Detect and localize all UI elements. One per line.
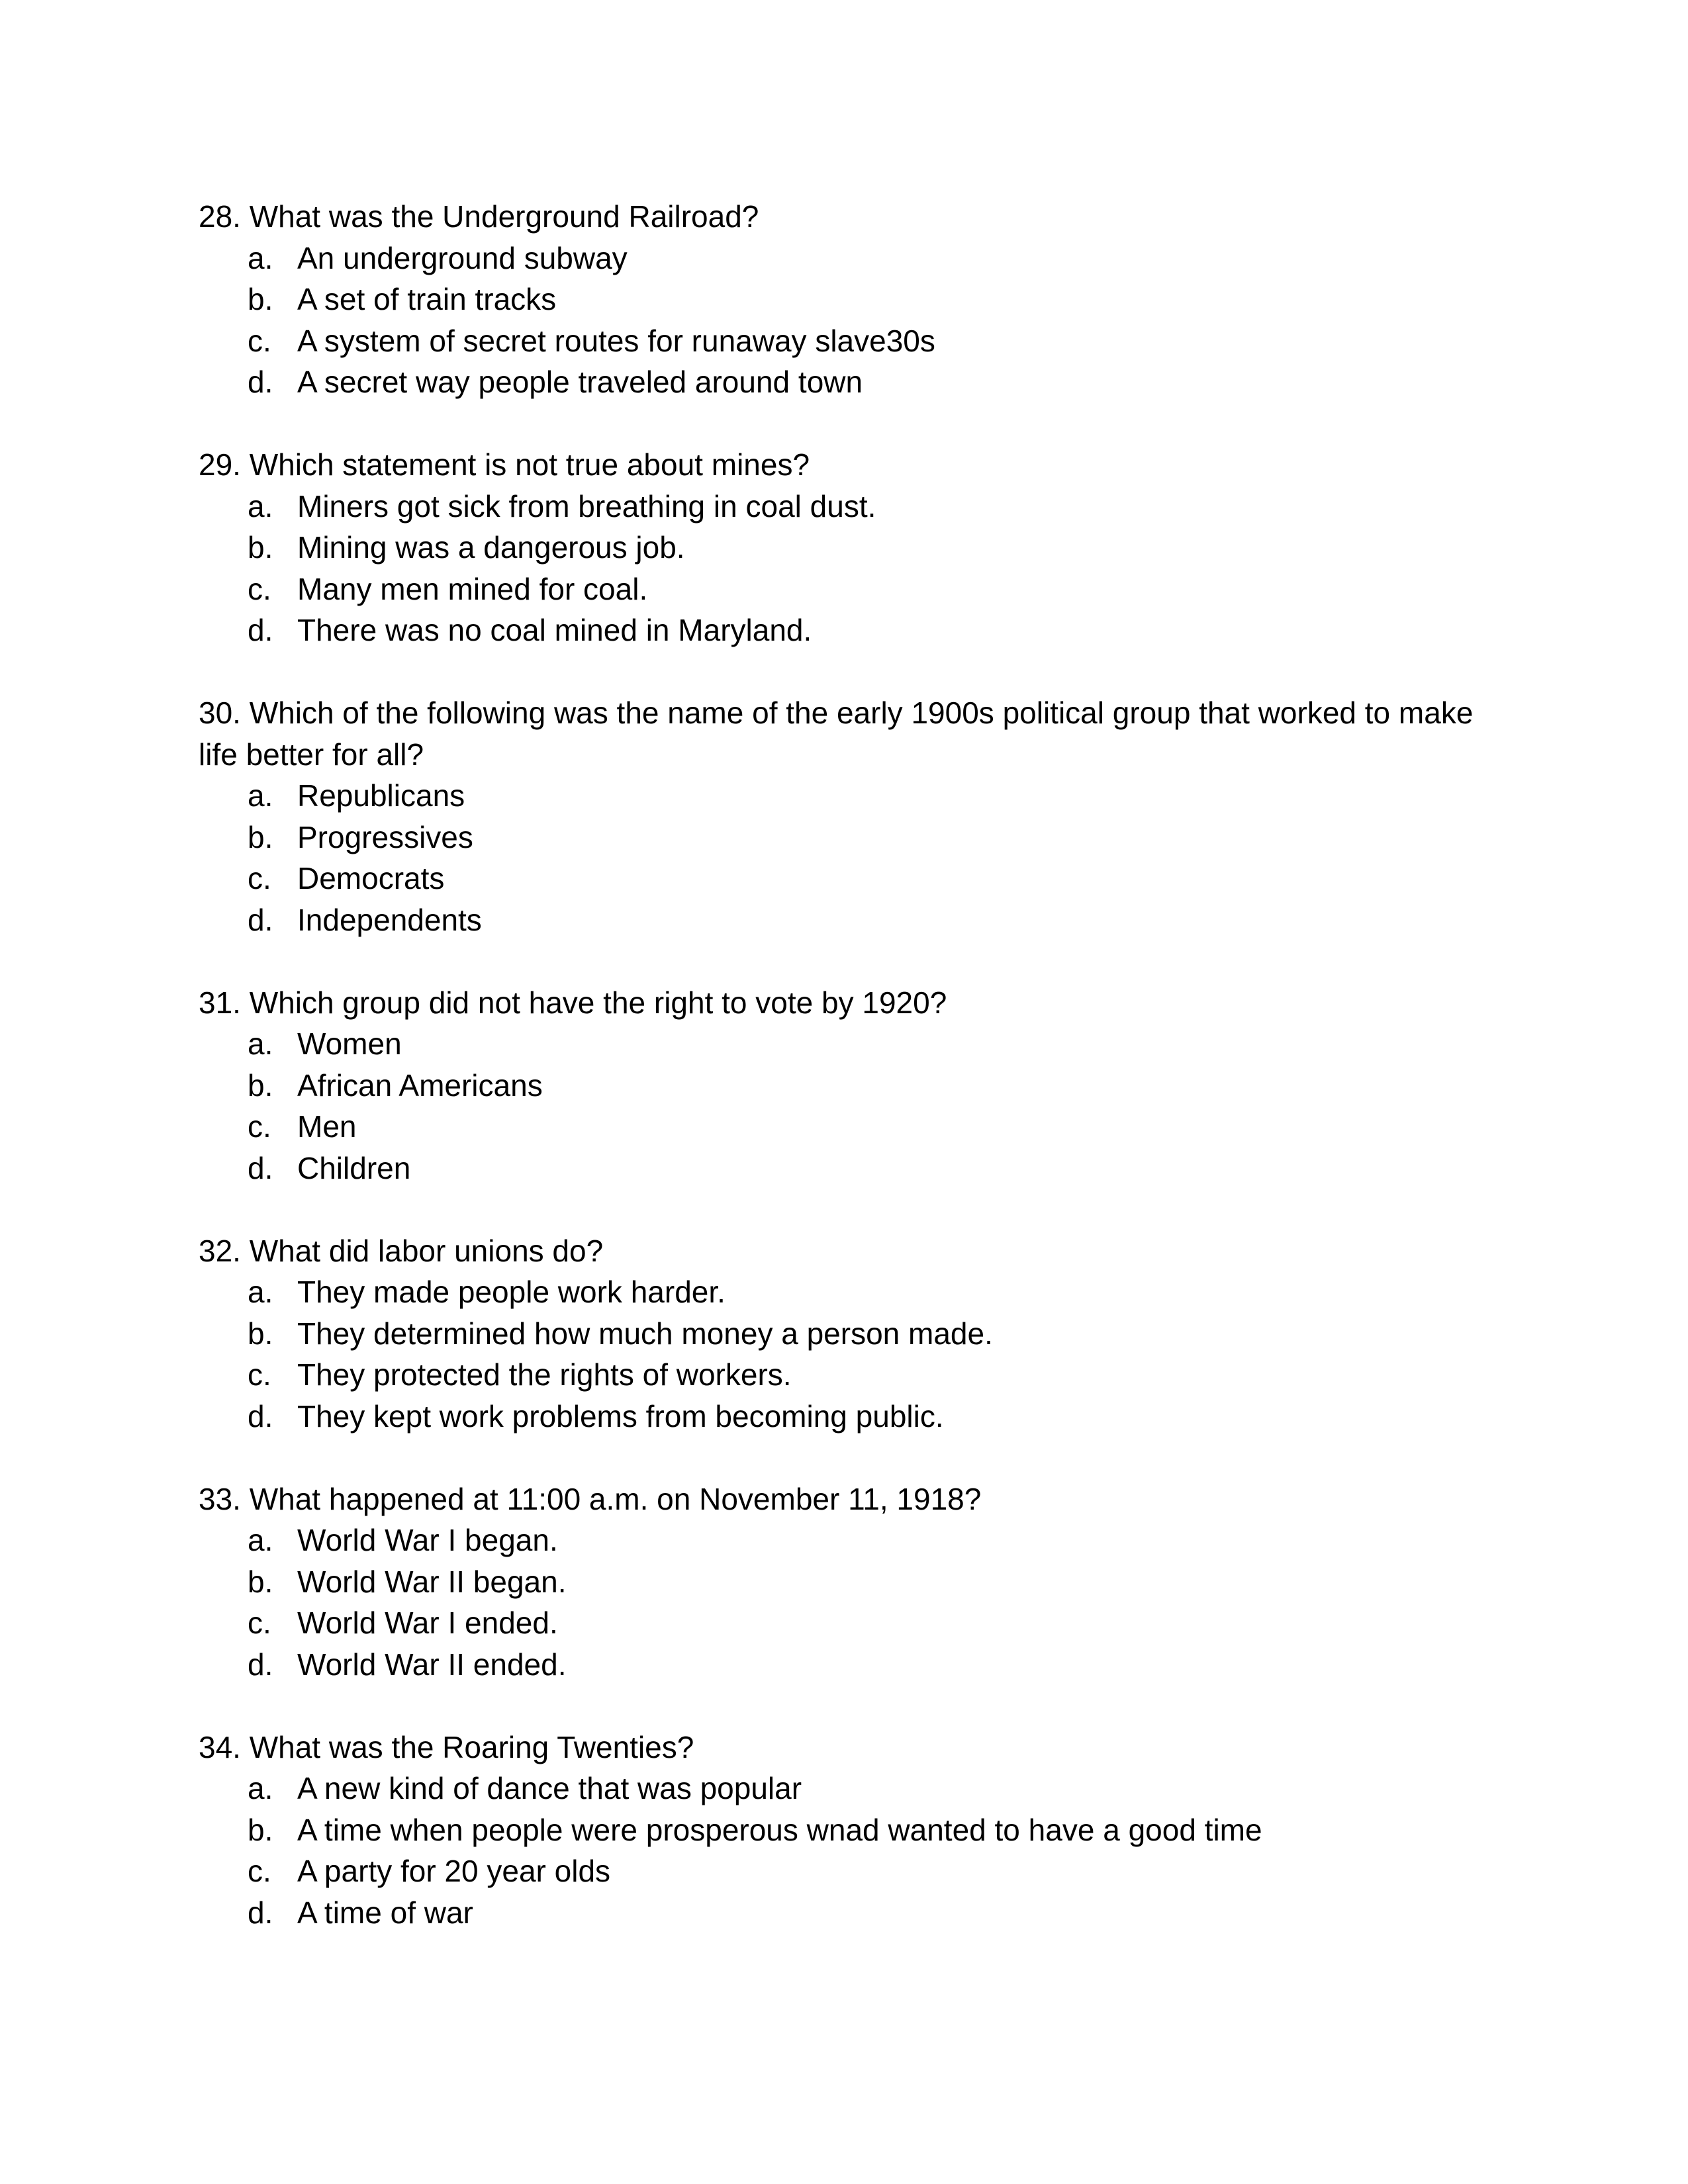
answer-option — [199, 1106, 1489, 1148]
answer-option — [199, 1271, 1489, 1313]
question-32 — [199, 1230, 1489, 1437]
option-letter: d. — [248, 1895, 273, 1930]
answer-option — [199, 569, 1489, 610]
question-text: 31. Which group did not have the right to vote by 1920? — [199, 985, 947, 1020]
answer-option — [199, 1892, 1489, 1934]
question-29 — [199, 444, 1489, 651]
option-text: A time when people were prosperous wnad wanted to have a good time — [297, 1812, 1262, 1847]
option-text: A new kind of dance that was popular — [297, 1771, 802, 1805]
question-30 — [199, 692, 1489, 940]
answer-option — [199, 1602, 1489, 1644]
question-text: 32. What did labor unions do? — [199, 1233, 604, 1268]
option-text: Progressives — [297, 819, 473, 854]
answer-option — [199, 1354, 1489, 1396]
answer-options — [199, 1023, 1489, 1189]
option-letter: b. — [248, 282, 273, 316]
answer-option — [199, 610, 1489, 651]
option-text: Miners got sick from breathing in coal dust. — [297, 488, 876, 523]
question-28 — [199, 196, 1489, 403]
question-text: 33. What happened at 11:00 a.m. on November 11, 1918? — [199, 1481, 982, 1516]
option-text: An underground subway — [297, 240, 628, 275]
option-letter: a. — [248, 488, 273, 523]
question-text: 28. What was the Underground Railroad? — [199, 199, 759, 234]
answer-option — [199, 1768, 1489, 1809]
option-text: They determined how much money a person made. — [297, 1316, 993, 1351]
option-text: Many men mined for coal. — [297, 571, 648, 606]
option-letter: c. — [248, 571, 271, 606]
option-letter: a. — [248, 1026, 273, 1061]
answer-option — [199, 1809, 1489, 1851]
question-text: 30. Which of the following was the name of the early 1900s political group that worked to make life better for all? — [199, 696, 1474, 772]
answer-option — [199, 320, 1489, 362]
answer-options — [199, 486, 1489, 651]
option-letter: b. — [248, 1316, 273, 1351]
answer-option — [199, 1644, 1489, 1686]
option-text: A time of war — [297, 1895, 473, 1930]
question-34 — [199, 1727, 1489, 1934]
option-text: World War I ended. — [297, 1606, 558, 1640]
answer-option — [199, 1520, 1489, 1561]
option-text: World War II began. — [297, 1564, 567, 1599]
option-text: A set of train tracks — [297, 282, 557, 316]
option-text: Mining was a dangerous job. — [297, 530, 685, 565]
option-letter: d. — [248, 613, 273, 647]
option-letter: a. — [248, 1771, 273, 1805]
answer-option — [199, 1313, 1489, 1355]
answer-option — [199, 361, 1489, 403]
option-text: Children — [297, 1150, 411, 1185]
option-letter: c. — [248, 861, 271, 895]
option-letter: c. — [248, 1854, 271, 1888]
option-letter: c. — [248, 1109, 271, 1144]
option-text: African Americans — [297, 1068, 543, 1103]
option-text: They protected the rights of workers. — [297, 1357, 792, 1392]
answer-option — [199, 817, 1489, 858]
answer-options — [199, 238, 1489, 403]
option-letter: a. — [248, 240, 273, 275]
answer-option — [199, 1850, 1489, 1892]
option-letter: b. — [248, 1812, 273, 1847]
option-text: Democrats — [297, 861, 445, 895]
option-text: A secret way people traveled around town — [297, 365, 863, 399]
answer-options — [199, 1768, 1489, 1933]
option-letter: b. — [248, 819, 273, 854]
question-33 — [199, 1479, 1489, 1686]
option-letter: c. — [248, 1357, 271, 1392]
question-31 — [199, 982, 1489, 1189]
answer-option — [199, 527, 1489, 569]
quiz-questions — [199, 196, 1489, 1975]
option-letter: a. — [248, 1275, 273, 1309]
option-letter: c. — [248, 1606, 271, 1640]
option-text: World War I began. — [297, 1523, 558, 1557]
answer-option — [199, 1065, 1489, 1107]
answer-option — [199, 279, 1489, 320]
answer-options — [199, 1271, 1489, 1437]
option-text: World War II ended. — [297, 1647, 567, 1682]
option-text: They kept work problems from becoming public. — [297, 1398, 944, 1433]
option-text: There was no coal mined in Maryland. — [297, 613, 812, 647]
option-letter: d. — [248, 1398, 273, 1433]
answer-option — [199, 1396, 1489, 1437]
option-letter: d. — [248, 365, 273, 399]
option-letter: c. — [248, 323, 271, 358]
option-text: A party for 20 year olds — [297, 1854, 611, 1888]
answer-option — [199, 238, 1489, 279]
answer-option — [199, 775, 1489, 817]
answer-option — [199, 858, 1489, 899]
answer-option — [199, 1023, 1489, 1065]
option-letter: b. — [248, 530, 273, 565]
question-text: 29. Which statement is not true about mines? — [199, 447, 810, 482]
option-text: Men — [297, 1109, 357, 1144]
option-letter: d. — [248, 1647, 273, 1682]
answer-option — [199, 899, 1489, 941]
option-text: A system of secret routes for runaway slave30s — [297, 323, 935, 358]
question-text: 34. What was the Roaring Twenties? — [199, 1729, 694, 1764]
answer-option — [199, 486, 1489, 527]
answer-option — [199, 1561, 1489, 1603]
option-text: Independents — [297, 902, 482, 937]
option-text: Republicans — [297, 778, 465, 813]
option-text: They made people work harder. — [297, 1275, 726, 1309]
answer-options — [199, 1520, 1489, 1685]
option-letter: a. — [248, 1523, 273, 1557]
option-letter: d. — [248, 902, 273, 937]
answer-options — [199, 775, 1489, 940]
option-text: Women — [297, 1026, 402, 1061]
option-letter: a. — [248, 778, 273, 813]
option-letter: d. — [248, 1150, 273, 1185]
answer-option — [199, 1148, 1489, 1189]
option-letter: b. — [248, 1068, 273, 1103]
option-letter: b. — [248, 1564, 273, 1599]
